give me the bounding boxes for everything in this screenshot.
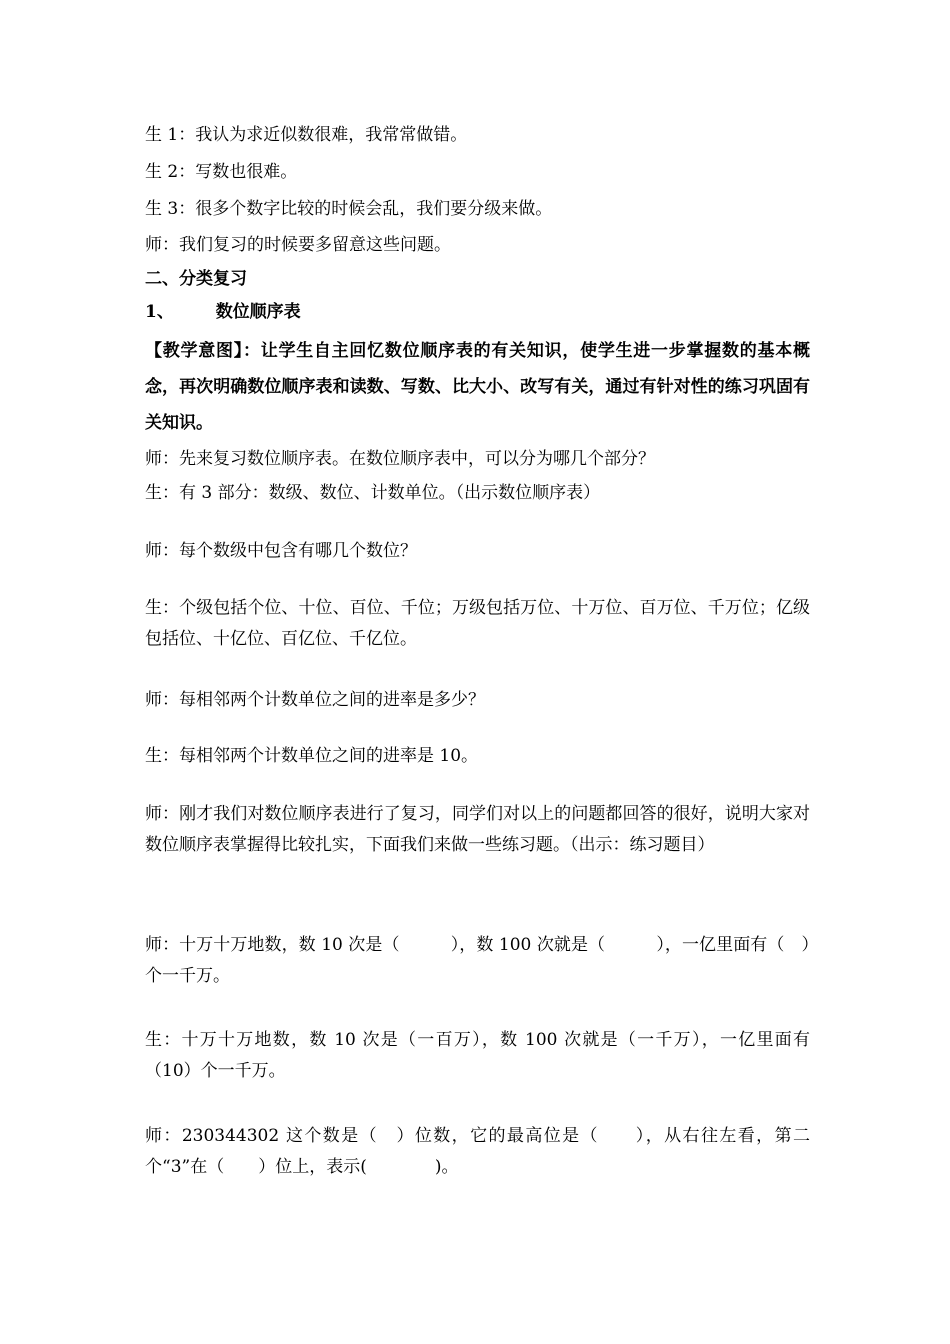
- paragraph-student-2: 生 2：写数也很难。: [145, 162, 298, 182]
- paragraph-student-4: 生：有 3 部分：数级、数位、计数单位。（出示数位顺序表）: [145, 483, 601, 503]
- paragraph-teacher-4: 师：每相邻两个计数单位之间的进率是多少？: [145, 690, 485, 710]
- paragraph-teacher-2: 师：先来复习数位顺序表。在数位顺序表中，可以分为哪几个部分？: [145, 449, 655, 469]
- subsection-number: 1、: [145, 302, 174, 322]
- paragraph-teacher-7: 师：230344302 这个数是（ ）位数，它的最高位是（ ），从右往左看，第二个“3”在（ ）位上，表示( )。: [145, 1126, 810, 1177]
- paragraph-student-7: 生：十万十万地数，数 10 次是（一百万），数 100 次就是（一千万），一亿里面有（10）个一千万。: [145, 1030, 810, 1081]
- paragraph-teacher-5: 师：刚才我们对数位顺序表进行了复习，同学们对以上的问题都回答的很好，说明大家对数位顺序表掌握得比较扎实，下面我们来做一些练习题。（出示：练习题目）: [145, 804, 810, 855]
- subsection-heading: [145, 302, 810, 322]
- paragraph-student-3: 生 3：很多个数字比较的时候会乱，我们要分级来做。: [145, 199, 553, 219]
- paragraph-teacher-6: 师：十万十万地数，数 10 次是（ ），数 100 次就是（ ），一亿里面有（ ）个一千万。: [145, 935, 810, 986]
- paragraph-student-1: 生 1：我认为求近似数很难，我常常做错。: [145, 125, 468, 145]
- paragraph-teacher-3: 师：每个数级中包含有哪几个数位？: [145, 541, 417, 561]
- paragraph-student-6: 生：每相邻两个计数单位之间的进率是 10。: [145, 746, 479, 766]
- subsection-title: 数位顺序表: [215, 302, 301, 322]
- section-heading: 二、分类复习: [145, 269, 247, 289]
- paragraph-teacher-1: 师：我们复习的时候要多留意这些问题。: [145, 235, 451, 255]
- teaching-intent: 【教学意图】：让学生自主回忆数位顺序表的有关知识，使学生进一步掌握数的基本概念，再次明确数位顺序表和读数、写数、比大小、改写有关，通过有针对性的练习巩固有关知识。: [145, 341, 810, 433]
- paragraph-student-5: 生：个级包括个位、十位、百位、千位；万级包括万位、十万位、百万位、千万位；亿级包括位、十亿位、百亿位、千亿位。: [145, 598, 810, 649]
